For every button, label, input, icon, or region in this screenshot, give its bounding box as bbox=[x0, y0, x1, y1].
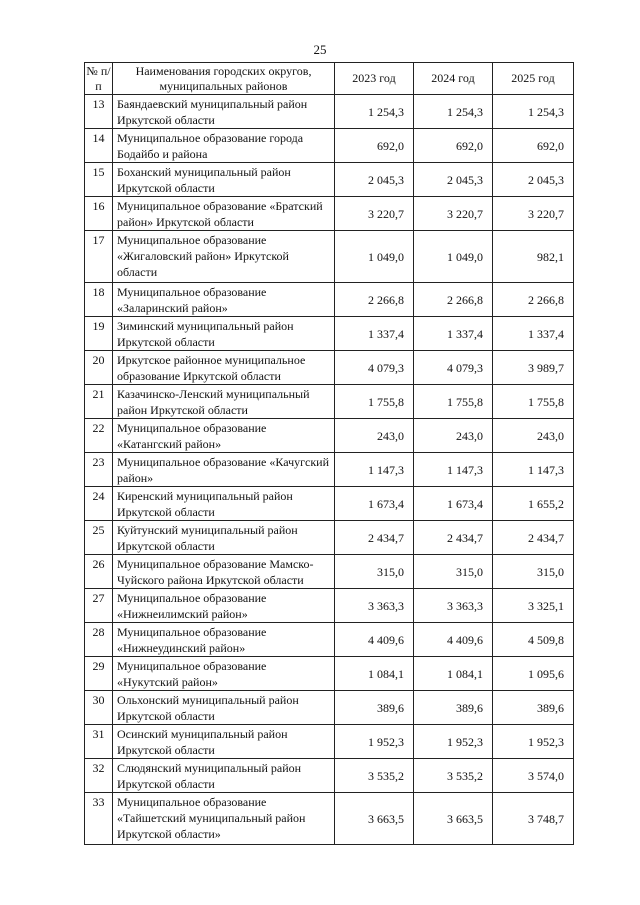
row-num: 33 bbox=[85, 793, 113, 845]
value-2025: 3 748,7 bbox=[493, 793, 574, 845]
table-row bbox=[85, 487, 574, 521]
value-2025: 315,0 bbox=[493, 555, 574, 589]
table-header bbox=[85, 63, 574, 95]
row-name: Муниципальное образование «Нукутский район» bbox=[113, 657, 335, 691]
row-num: 23 bbox=[85, 453, 113, 487]
header-2023: 2023 год bbox=[335, 63, 414, 95]
table-row bbox=[85, 657, 574, 691]
header-2024: 2024 год bbox=[414, 63, 493, 95]
table-row bbox=[85, 453, 574, 487]
row-name: Баяндаевский муниципальный район Иркутской области bbox=[113, 95, 335, 129]
table-row bbox=[85, 283, 574, 317]
row-name: Зиминский муниципальный район Иркутской области bbox=[113, 317, 335, 351]
value-2024: 2 045,3 bbox=[414, 163, 493, 197]
row-num: 24 bbox=[85, 487, 113, 521]
table-row bbox=[85, 231, 574, 283]
table-row bbox=[85, 385, 574, 419]
value-2024: 692,0 bbox=[414, 129, 493, 163]
value-2025: 243,0 bbox=[493, 419, 574, 453]
value-2023: 3 663,5 bbox=[335, 793, 414, 845]
table-row bbox=[85, 351, 574, 385]
value-2023: 4 079,3 bbox=[335, 351, 414, 385]
value-2025: 389,6 bbox=[493, 691, 574, 725]
row-num: 19 bbox=[85, 317, 113, 351]
table-row bbox=[85, 197, 574, 231]
row-num: 26 bbox=[85, 555, 113, 589]
row-name: Муниципальное образование «Тайшетский муниципальный район Иркутской области» bbox=[113, 793, 335, 845]
row-name: Осинский муниципальный район Иркутской области bbox=[113, 725, 335, 759]
row-num: 20 bbox=[85, 351, 113, 385]
value-2023: 3 535,2 bbox=[335, 759, 414, 793]
value-2024: 3 535,2 bbox=[414, 759, 493, 793]
row-num: 15 bbox=[85, 163, 113, 197]
row-num: 27 bbox=[85, 589, 113, 623]
value-2024: 389,6 bbox=[414, 691, 493, 725]
value-2025: 1 755,8 bbox=[493, 385, 574, 419]
row-name: Ольхонский муниципальный район Иркутской области bbox=[113, 691, 335, 725]
row-num: 13 bbox=[85, 95, 113, 129]
row-num: 17 bbox=[85, 231, 113, 283]
value-2024: 1 337,4 bbox=[414, 317, 493, 351]
table-row bbox=[85, 95, 574, 129]
table-row bbox=[85, 759, 574, 793]
value-2024: 1 147,3 bbox=[414, 453, 493, 487]
row-num: 28 bbox=[85, 623, 113, 657]
value-2024: 243,0 bbox=[414, 419, 493, 453]
value-2025: 2 434,7 bbox=[493, 521, 574, 555]
row-name: Муниципальное образование города Бодайбо и района bbox=[113, 129, 335, 163]
table-row bbox=[85, 419, 574, 453]
value-2025: 4 509,8 bbox=[493, 623, 574, 657]
value-2024: 1 673,4 bbox=[414, 487, 493, 521]
value-2025: 1 095,6 bbox=[493, 657, 574, 691]
value-2025: 3 220,7 bbox=[493, 197, 574, 231]
value-2025: 982,1 bbox=[493, 231, 574, 283]
row-num: 30 bbox=[85, 691, 113, 725]
row-name: Киренский муниципальный район Иркутской области bbox=[113, 487, 335, 521]
header-num: № п/п bbox=[86, 63, 111, 93]
row-name: Муниципальное образование «Катангский район» bbox=[113, 419, 335, 453]
value-2024: 3 220,7 bbox=[414, 197, 493, 231]
value-2024: 1 049,0 bbox=[414, 231, 493, 283]
header-name: Наименования городских округов, муниципальных районов bbox=[113, 63, 335, 95]
table-row bbox=[85, 317, 574, 351]
value-2023: 1 254,3 bbox=[335, 95, 414, 129]
value-2023: 3 220,7 bbox=[335, 197, 414, 231]
value-2024: 1 952,3 bbox=[414, 725, 493, 759]
row-name: Казачинско-Ленский муниципальный район Иркутской области bbox=[113, 385, 335, 419]
value-2025: 3 325,1 bbox=[493, 589, 574, 623]
value-2025: 1 337,4 bbox=[493, 317, 574, 351]
row-num: 32 bbox=[85, 759, 113, 793]
value-2024: 3 363,3 bbox=[414, 589, 493, 623]
row-num: 29 bbox=[85, 657, 113, 691]
value-2023: 692,0 bbox=[335, 129, 414, 163]
value-2025: 3 574,0 bbox=[493, 759, 574, 793]
row-num: 21 bbox=[85, 385, 113, 419]
value-2023: 1 673,4 bbox=[335, 487, 414, 521]
table-row bbox=[85, 555, 574, 589]
value-2023: 1 049,0 bbox=[335, 231, 414, 283]
data-table bbox=[84, 62, 574, 845]
header-2025: 2025 год bbox=[493, 63, 574, 95]
table-body bbox=[85, 95, 574, 845]
row-num: 16 bbox=[85, 197, 113, 231]
row-name: Муниципальное образование «Братский район» Иркутской области bbox=[113, 197, 335, 231]
value-2024: 315,0 bbox=[414, 555, 493, 589]
value-2023: 315,0 bbox=[335, 555, 414, 589]
page-number: 25 bbox=[313, 42, 327, 57]
row-name: Куйтунский муниципальный район Иркутской области bbox=[113, 521, 335, 555]
value-2024: 3 663,5 bbox=[414, 793, 493, 845]
value-2023: 1 147,3 bbox=[335, 453, 414, 487]
table-row bbox=[85, 589, 574, 623]
value-2023: 1 084,1 bbox=[335, 657, 414, 691]
header-row bbox=[85, 63, 574, 95]
value-2025: 1 655,2 bbox=[493, 487, 574, 521]
value-2023: 1 952,3 bbox=[335, 725, 414, 759]
row-num: 14 bbox=[85, 129, 113, 163]
row-num: 25 bbox=[85, 521, 113, 555]
value-2025: 1 254,3 bbox=[493, 95, 574, 129]
value-2023: 4 409,6 bbox=[335, 623, 414, 657]
value-2023: 2 434,7 bbox=[335, 521, 414, 555]
value-2025: 2 045,3 bbox=[493, 163, 574, 197]
value-2023: 389,6 bbox=[335, 691, 414, 725]
table-row bbox=[85, 163, 574, 197]
row-name: Муниципальное образование «Заларинский район» bbox=[113, 283, 335, 317]
value-2023: 1 337,4 bbox=[335, 317, 414, 351]
table-row bbox=[85, 623, 574, 657]
table-row bbox=[85, 521, 574, 555]
row-name: Боханский муниципальный район Иркутской области bbox=[113, 163, 335, 197]
table-row bbox=[85, 691, 574, 725]
row-name: Иркутское районное муниципальное образование Иркутской области bbox=[113, 351, 335, 385]
value-2025: 692,0 bbox=[493, 129, 574, 163]
value-2025: 3 989,7 bbox=[493, 351, 574, 385]
value-2023: 2 045,3 bbox=[335, 163, 414, 197]
row-num: 22 bbox=[85, 419, 113, 453]
row-name: Муниципальное образование Мамско-Чуйского района Иркутской области bbox=[113, 555, 335, 589]
row-name: Муниципальное образование «Нижнеилимский район» bbox=[113, 589, 335, 623]
value-2025: 1 952,3 bbox=[493, 725, 574, 759]
table-row bbox=[85, 725, 574, 759]
value-2024: 1 755,8 bbox=[414, 385, 493, 419]
row-num: 31 bbox=[85, 725, 113, 759]
table-row bbox=[85, 793, 574, 845]
value-2024: 4 409,6 bbox=[414, 623, 493, 657]
value-2024: 1 254,3 bbox=[414, 95, 493, 129]
value-2023: 243,0 bbox=[335, 419, 414, 453]
value-2025: 1 147,3 bbox=[493, 453, 574, 487]
row-name: Муниципальное образование «Жигаловский район» Иркутской области bbox=[113, 231, 335, 283]
row-name: Слюдянский муниципальный район Иркутской области bbox=[113, 759, 335, 793]
value-2024: 1 084,1 bbox=[414, 657, 493, 691]
row-name: Муниципальное образование «Нижнеудинский район» bbox=[113, 623, 335, 657]
table-row bbox=[85, 129, 574, 163]
value-2025: 2 266,8 bbox=[493, 283, 574, 317]
row-name: Муниципальное образование «Качугский район» bbox=[113, 453, 335, 487]
value-2023: 3 363,3 bbox=[335, 589, 414, 623]
row-num: 18 bbox=[85, 283, 113, 317]
value-2024: 2 434,7 bbox=[414, 521, 493, 555]
value-2024: 2 266,8 bbox=[414, 283, 493, 317]
value-2023: 2 266,8 bbox=[335, 283, 414, 317]
value-2023: 1 755,8 bbox=[335, 385, 414, 419]
value-2024: 4 079,3 bbox=[414, 351, 493, 385]
